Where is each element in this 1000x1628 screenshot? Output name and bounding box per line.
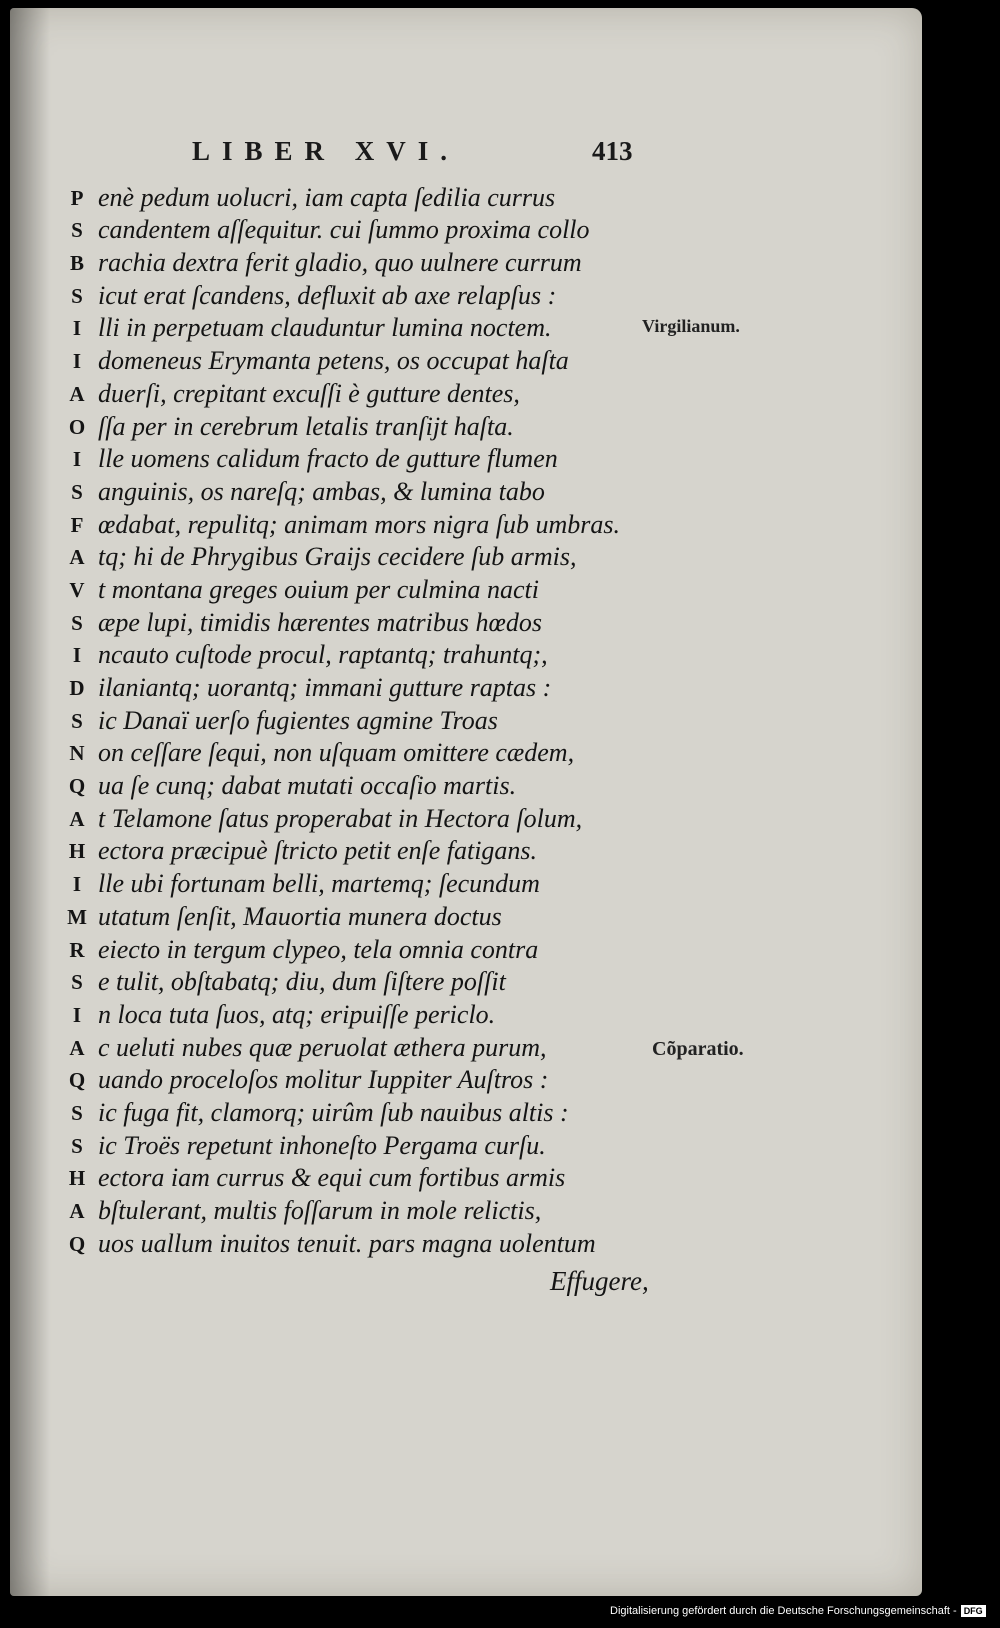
margin-note-virgilianum: Virgilianum. bbox=[642, 316, 740, 336]
verse-initial: A bbox=[69, 545, 85, 570]
verse-text: anguinis, os nareſq; ambas, & lumina tabo bbox=[98, 476, 545, 506]
verse-text: e tulit, obſtabatq; diu, dum ſiſtere poſſit bbox=[98, 967, 506, 997]
footer-credit bbox=[610, 1605, 986, 1617]
book-page bbox=[10, 8, 922, 1596]
verse-initial: O bbox=[68, 414, 86, 439]
verse-line bbox=[56, 801, 656, 834]
verse-line bbox=[56, 540, 656, 573]
verse-line bbox=[56, 572, 656, 605]
verse-initial: H bbox=[68, 1166, 86, 1191]
verse-initial: I bbox=[72, 316, 82, 341]
verse-line bbox=[56, 1063, 656, 1096]
verse-text: c ueluti nubes quæ peruolat æthera purum, bbox=[98, 1032, 547, 1062]
verse-initial: A bbox=[69, 806, 85, 831]
verse-initial: A bbox=[69, 1199, 85, 1223]
verse-text: lle uomens calidum fracto de gutture flumen bbox=[98, 444, 558, 474]
verse-text: ſſa per in cerebrum letalis tranſijt haſta. bbox=[98, 411, 514, 441]
verse-line bbox=[56, 932, 656, 965]
verse-initial: P bbox=[70, 185, 84, 210]
verse-line bbox=[56, 768, 656, 801]
verse-text: icut erat ſcandens, defluxit ab axe relapſus : bbox=[98, 280, 557, 310]
verse-line bbox=[56, 245, 656, 278]
running-head: LIBER XVI. bbox=[192, 136, 460, 166]
verse-initial: S bbox=[71, 218, 83, 243]
verse-text: t montana greges ouium per culmina nacti bbox=[98, 574, 539, 604]
verse-text: ectora præcipuè ſtricto petit enſe fatigans. bbox=[98, 836, 538, 866]
verse-text: candentem aſſequitur. cui ſummo proxima collo bbox=[98, 215, 590, 245]
verse-line bbox=[56, 1095, 656, 1128]
verse-initial: V bbox=[69, 577, 85, 602]
verse-initial: A bbox=[69, 381, 85, 406]
verse-line bbox=[56, 376, 656, 409]
verse-text: duerſi, crepitant excuſſi è gutture dentes, bbox=[98, 378, 520, 408]
verse-initial: I bbox=[72, 447, 82, 472]
verse-list bbox=[56, 180, 656, 1259]
verse-initial: S bbox=[71, 970, 83, 995]
verse-line bbox=[56, 834, 656, 867]
verse-line bbox=[56, 1226, 656, 1259]
verse-text: rachia dextra ferit gladio, quo uulnere currum bbox=[98, 248, 582, 278]
page-number: 413 bbox=[592, 136, 633, 166]
verse-line bbox=[56, 1128, 656, 1161]
verse-text: ncauto cuſtode procul, raptantq; trahuntq;, bbox=[98, 640, 548, 670]
verse-text: ectora iam currus & equi cum fortibus armis bbox=[98, 1163, 566, 1193]
verse-text: domeneus Erymanta petens, os occupat haſta bbox=[98, 346, 569, 376]
verse-text: t Telamone ſatus properabat in Hectora ſolum, bbox=[98, 803, 583, 833]
verse-line bbox=[56, 736, 656, 769]
verse-text: uos uallum inuitos tenuit. pars magna uolentum bbox=[98, 1228, 596, 1258]
verse-initial: S bbox=[71, 1133, 83, 1158]
verse-initial: S bbox=[71, 283, 83, 308]
verse-line bbox=[56, 1193, 656, 1226]
dfg-logo: DFG bbox=[961, 1605, 986, 1617]
verse-line bbox=[56, 343, 656, 376]
verse-line bbox=[56, 997, 656, 1030]
verse-initial: Q bbox=[68, 774, 86, 799]
verse-initial: Q bbox=[68, 1231, 86, 1256]
verse-text: ua ſe cunq; dabat mutati occaſio martis. bbox=[98, 771, 517, 801]
verse-line bbox=[56, 213, 656, 246]
verse-initial: S bbox=[71, 1100, 83, 1125]
verse-text: ic Troës repetunt inhoneſto Pergama curſu. bbox=[98, 1130, 546, 1160]
verse-line bbox=[56, 899, 656, 932]
verse-initial: S bbox=[71, 479, 83, 504]
verse-text: œdabat, repulitq; animam mors nigra ſub umbras. bbox=[98, 509, 620, 539]
verse-text: on ceſſare ſequi, non uſquam omittere cædem, bbox=[98, 738, 575, 768]
verse-initial: B bbox=[69, 251, 84, 276]
verse-line bbox=[56, 507, 656, 540]
verse-line bbox=[56, 442, 656, 475]
verse-text: uando proceloſos molitur Iuppiter Auſtros : bbox=[98, 1065, 549, 1095]
verse-initial: R bbox=[69, 937, 85, 962]
spine-shadow bbox=[10, 8, 50, 1596]
verse-initial: A bbox=[69, 1035, 85, 1060]
verse-line bbox=[56, 670, 656, 703]
verse-text: æpe lupi, timidis hærentes matribus hœdos bbox=[98, 607, 542, 637]
verse-initial: M bbox=[67, 904, 87, 929]
verse-text: tq; hi de Phrygibus Graijs cecidere ſub armis, bbox=[98, 542, 577, 572]
verse-line bbox=[56, 311, 656, 344]
verse-initial: I bbox=[72, 1002, 82, 1027]
verse-line bbox=[56, 1030, 656, 1063]
verse-text: enè pedum uolucri, iam capta ſedilia currus bbox=[98, 182, 556, 212]
verse-text: bſtulerant, multis foſſarum in mole relictis, bbox=[98, 1196, 542, 1225]
verse-text: n loca tuta ſuos, atq; eripuiſſe periclo. bbox=[98, 999, 496, 1029]
verse-text: lle ubi fortunam belli, martemq; ſecundum bbox=[98, 869, 540, 899]
verse-initial: I bbox=[72, 872, 82, 897]
verse-initial: N bbox=[69, 741, 85, 766]
verse-initial: F bbox=[70, 512, 84, 537]
verse-line bbox=[56, 605, 656, 638]
footer-credit-text: Digitalisierung gefördert durch die Deutsche Forschungsgemeinschaft - bbox=[610, 1605, 957, 1617]
catchword: Effugere, bbox=[550, 1266, 649, 1296]
verse-initial: D bbox=[69, 676, 85, 700]
verse-line bbox=[56, 638, 656, 671]
verse-text: utatum ſenſit, Mauortia munera doctus bbox=[98, 901, 502, 931]
verse-line bbox=[56, 965, 656, 998]
verse-initial: I bbox=[72, 643, 82, 668]
verse-text: ic fuga fit, clamorq; uirûm ſub nauibus altis : bbox=[98, 1097, 569, 1127]
verse-text: ic Danaï uerſo fugientes agmine Troas bbox=[98, 705, 498, 735]
margin-note-comparatio: Cõparatio. bbox=[652, 1038, 744, 1060]
verse-text: lli in perpetuam clauduntur lumina noctem. bbox=[98, 313, 552, 343]
verse-text: eiecto in tergum clypeo, tela omnia contra bbox=[98, 934, 539, 964]
verse-initial: S bbox=[71, 708, 83, 733]
verse-initial: Q bbox=[68, 1068, 86, 1093]
verse-text: ilaniantq; uorantq; immani gutture raptas : bbox=[98, 673, 552, 702]
verse-initial: I bbox=[72, 349, 82, 374]
verse-line bbox=[56, 866, 656, 899]
verse-initial: H bbox=[68, 839, 86, 864]
verse-line bbox=[56, 278, 656, 311]
verse-line bbox=[56, 703, 656, 736]
verse-line bbox=[56, 1161, 656, 1194]
verse-line bbox=[56, 409, 656, 442]
verse-line bbox=[56, 180, 656, 213]
verse-line bbox=[56, 474, 656, 507]
verse-initial: S bbox=[71, 610, 83, 635]
